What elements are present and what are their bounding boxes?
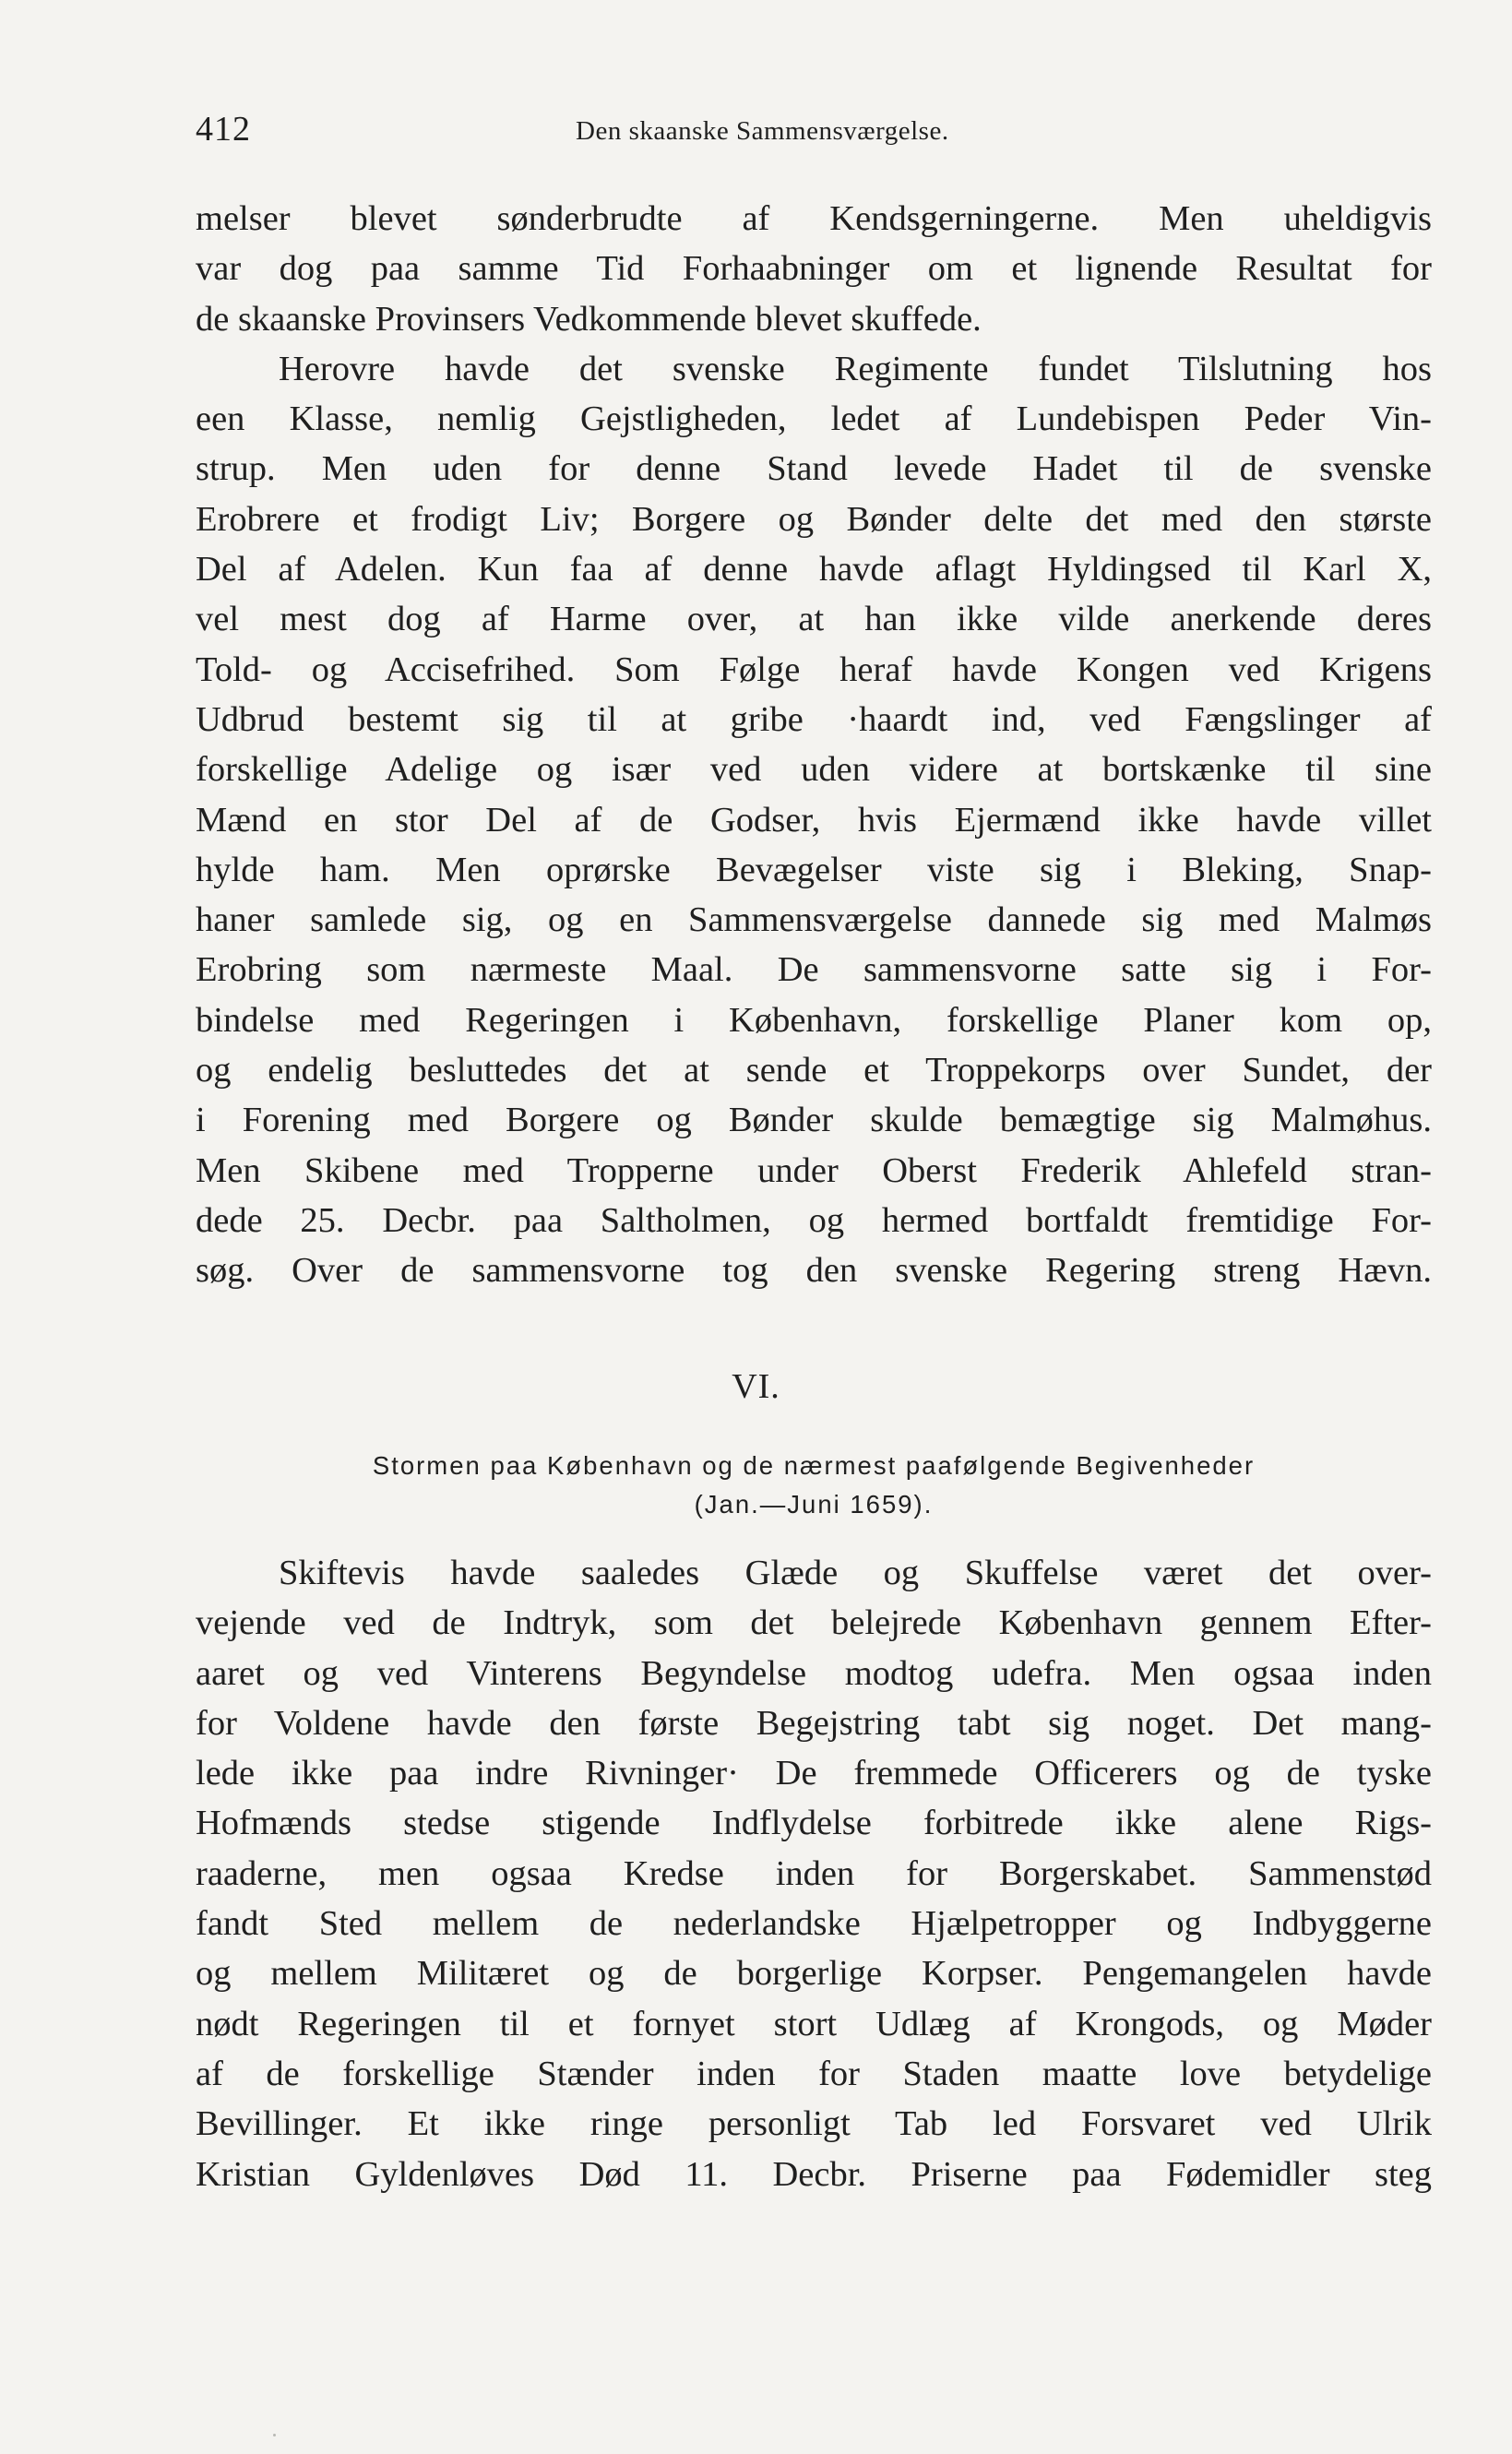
text-line: var dog paa samme Tid Forhaabninger om et lignende Resultat for: [196, 249, 1432, 289]
text-line: dede 25. Decbr. paa Saltholmen, og hermed bortfaldt fremtidige For-: [196, 1200, 1432, 1240]
text-line: raaderne, men ogsaa Kredse inden for Borgerskabet. Sammenstød: [196, 1853, 1432, 1893]
text-line: Erobring som nærmeste Maal. De sammensvorne satte sig i For-: [196, 950, 1432, 990]
text-line: Herovre havde det svenske Regimente fundet Tilslutning hos: [279, 349, 1432, 388]
text-line: i Forening med Borgere og Bønder skulde bemægtige sig Malmøhus.: [196, 1101, 1432, 1140]
text-line: Mænd en stor Del af de Godser, hvis Ejermænd ikke havde villet: [196, 800, 1432, 840]
section-heading: [196, 1447, 1432, 1524]
paper-speck: [273, 2434, 276, 2436]
text-line: Men Skibene med Tropperne under Oberst Frederik Ahlefeld stran-: [196, 1150, 1432, 1190]
text-line: aaret og ved Vinterens Begyndelse modtog udefra. Men ogsaa inden: [196, 1653, 1432, 1693]
text-line: de skaanske Provinsers Vedkommende blevet skuffede.: [196, 299, 982, 339]
text-line: forskellige Adelige og især ved uden videre at bortskænke til sine: [196, 750, 1432, 790]
section-heading-dates: (Jan.—Juni 1659).: [694, 1490, 934, 1519]
text-line: Hofmænds stedse stigende Indflydelse forbitrede ikke alene Rigs-: [196, 1804, 1432, 1843]
text-line: nødt Regeringen til et fornyet stort Udlæg af Krongods, og Møder: [196, 2004, 1432, 2043]
text-line: Udbrud bestemt sig til at gribe ·haardt ind, ved Fængslinger af: [196, 699, 1432, 739]
text-line: een Klasse, nemlig Gejstligheden, ledet af Lundebispen Peder Vin-: [196, 399, 1432, 439]
text-line: bindelse med Regeringen i København, forskellige Planer kom op,: [196, 1000, 1432, 1040]
text-line: melser blevet sønderbrudte af Kendsgerningerne. Men uheldigvis: [196, 199, 1432, 238]
section-heading-line: Stormen paa København og de nærmest paafølgende Begivenheder: [372, 1451, 1256, 1480]
section-number: VI.: [732, 1367, 780, 1406]
text-line: og endelig besluttedes det at sende et Troppekorps over Sundet, der: [196, 1051, 1432, 1090]
running-head: [196, 109, 1432, 155]
text-line: Told- og Accisefrihed. Som Følge heraf havde Kongen ved Krigens: [196, 649, 1432, 689]
body-text-section-vi: [196, 1548, 1432, 2199]
text-line: søg. Over de sammensvorne tog den svenske Regering streng Hævn.: [196, 1251, 1432, 1291]
text-line: strup. Men uden for denne Stand levede Hadet til de svenske: [196, 449, 1432, 489]
page-number: 412: [196, 110, 251, 149]
text-line: fandt Sted mellem de nederlandske Hjælpetropper og Indbyggerne: [196, 1904, 1432, 1944]
text-line: hylde ham. Men oprørske Bevægelser viste sig i Bleking, Snap-: [196, 850, 1432, 889]
text-line: Erobrere et frodigt Liv; Borgere og Bønder delte det med den største: [196, 499, 1432, 539]
running-title: Den skaanske Sammensværgelse.: [576, 116, 949, 146]
text-line: Kristian Gyldenløves Død 11. Decbr. Priserne paa Fødemidler steg: [196, 2154, 1432, 2194]
text-line: haner samlede sig, og en Sammensværgelse dannede sig med Malmøs: [196, 900, 1432, 940]
text-line: Bevillinger. Et ikke ringe personligt Tab led Forsvaret ved Ulrik: [196, 2104, 1432, 2144]
text-line: lede ikke paa indre Rivninger· De fremmede Officerers og de tyske: [196, 1754, 1432, 1793]
text-line: og mellem Militæret og de borgerlige Korpser. Pengemangelen havde: [196, 1954, 1432, 1994]
text-line: Skiftevis havde saaledes Glæde og Skuffelse været det over-: [279, 1554, 1432, 1592]
text-line: vejende ved de Indtryk, som det belejrede København gennem Efter-: [196, 1603, 1432, 1643]
text-line: vel mest dog af Harme over, at han ikke vilde anerkende deres: [196, 600, 1432, 639]
text-line: af de forskellige Stænder inden for Staden maatte love betydelige: [196, 2054, 1432, 2093]
text-line: for Voldene havde den første Begejstring tabt sig noget. Det mang-: [196, 1703, 1432, 1743]
body-text-section-v-end: [196, 194, 1432, 1296]
text-line: Del af Adelen. Kun faa af denne havde aflagt Hyldingsed til Karl X,: [196, 550, 1432, 590]
